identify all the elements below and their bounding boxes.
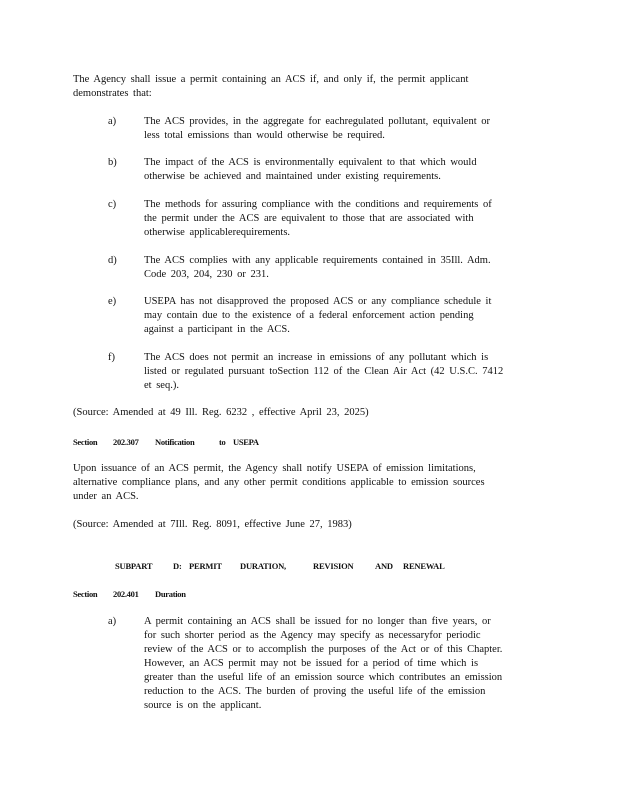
item-text: The impact of the ACS is environmentally equivalent to that which would otherwise be achieved and maintained under existing requirements. — [144, 157, 477, 182]
source-note: (Source: Amended at 7Ill. Reg. 8091, effective June 27, 1983) — [73, 519, 352, 530]
item-label: e) — [108, 296, 117, 307]
item-label: f) — [108, 352, 115, 363]
subpart-word: RENEWAL — [403, 561, 445, 571]
subpart-word: AND — [375, 561, 393, 571]
section-title-word: Notification — [155, 437, 195, 447]
item-label: d) — [108, 255, 117, 266]
item-label: a) — [108, 116, 117, 127]
section-title-word: to — [219, 437, 226, 447]
item-text: USEPA has not disapproved the proposed ACS or any compliance schedule it may contain due to the existence of a federal enforcement action pending against a participant in the ACS. — [144, 296, 492, 335]
item-text: The ACS complies with any applicable requirements contained in 35Ill. Adm. Code 203, 204, 230 or 231. — [144, 255, 491, 280]
section-title-word: Duration — [155, 589, 186, 599]
subpart-word: DURATION, — [240, 561, 286, 571]
item-label: b) — [108, 157, 117, 168]
item-text: The ACS provides, in the aggregate for eachregulated pollutant, equivalent or less total emissions than would otherwise be required. — [144, 116, 490, 141]
subpart-word: PERMIT — [189, 561, 222, 571]
section-number: 202.307 — [113, 437, 139, 447]
source-note: (Source: Amended at 49 Ill. Reg. 6232 , effective April 23, 2025) — [73, 407, 369, 418]
section-label: Section — [73, 589, 98, 599]
section-number: 202.401 — [113, 589, 139, 599]
notification-paragraph: Upon issuance of an ACS permit, the Agency shall notify USEPA of emission limitations, alternative compliance plans, and any other permit conditions applicable to emission sources under an ACS. — [73, 463, 485, 502]
item-label: c) — [108, 199, 117, 210]
section-title-word: USEPA — [233, 437, 259, 447]
subpart-word: SUBPART — [115, 561, 153, 571]
item-text: A permit containing an ACS shall be issued for no longer than five years, or for such shorter period as the Agency may specify as necessaryfor periodic review of the ACS or to accomplish the purposes of the Act or of this Chapter. However, an ACS permit may not be issued for a period of time which is greater than the useful life of an emission source which contributes an emission reduction to the ACS. The burden of proving the useful life of the emission source is on the applicant. — [144, 616, 503, 711]
subpart-word: D: — [173, 561, 182, 571]
intro-paragraph: The Agency shall issue a permit containing an ACS if, and only if, the permit applicant demonstrates that: — [73, 74, 469, 99]
item-text: The ACS does not permit an increase in emissions of any pollutant which is listed or regulated pursuant toSection 112 of the Clean Air Act (42 U.S.C. 7412 et seq.). — [144, 352, 504, 391]
item-label: a) — [108, 616, 117, 627]
subpart-word: REVISION — [313, 561, 354, 571]
section-label: Section — [73, 437, 98, 447]
item-text: The methods for assuring compliance with the conditions and requirements of the permit under the ACS are equivalent to those that are associated with otherwise applicablerequirements. — [144, 199, 492, 238]
